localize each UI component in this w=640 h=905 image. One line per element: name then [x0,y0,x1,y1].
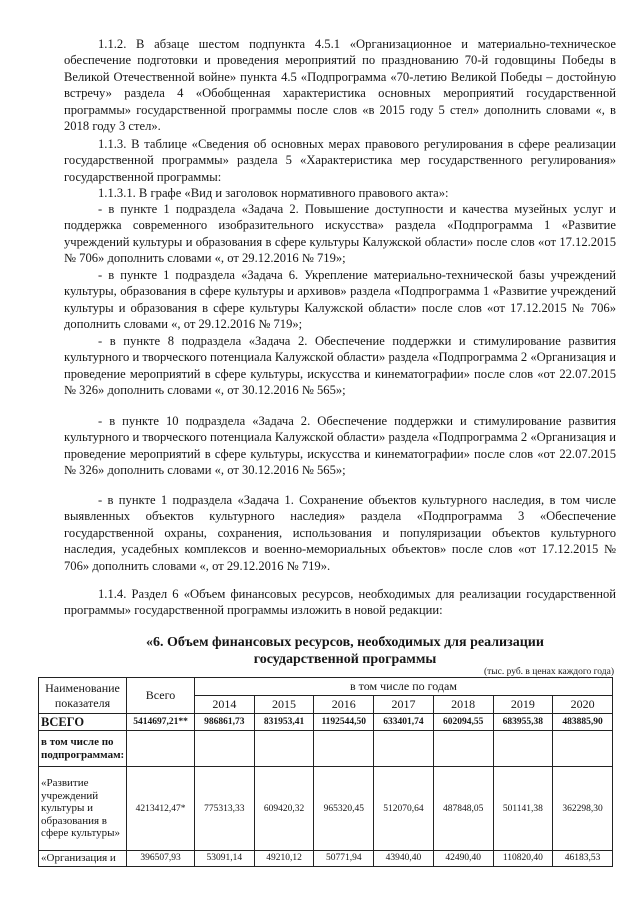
row-value: 483885,90 [553,714,613,731]
table-row-subprogram-1 [39,767,613,851]
header-name: Наименование показателя [39,678,127,714]
header-years-group: в том числе по годам [195,678,613,696]
row-value: 487848,05 [433,767,493,851]
row-label: «Организация и [39,851,127,867]
paragraph-item-4: - в пункте 10 подраздела «Задача 2. Обеспечение поддержки и стимулирование развития культурного и творческого потенциала Калужской области» раздела «Подпрограмма 2 «Организация и проведение мероприятий в сфере культуры, искусства и кинематографии» после слов «от 22.07.2015 № 326» дополнить словами «, от 30.12.2016 № 565»; [64,414,616,478]
row-total: 396507,93 [127,851,195,867]
header-year: 2019 [493,696,553,714]
row-label: «Развитие учреждений культуры и образования в сфере культуры» [39,767,127,851]
header-year: 2016 [314,696,374,714]
row-value: 49210,12 [254,851,314,867]
row-value: 683955,38 [493,714,553,731]
row-value: 46183,53 [553,851,613,867]
row-total: 4213412,47* [127,767,195,851]
row-value: 512070,64 [374,767,434,851]
row-label: ВСЕГО [39,714,127,731]
table-row-subprogram-2 [39,851,613,867]
header-year: 2017 [374,696,434,714]
table-row-total [39,714,613,731]
row-value [314,731,374,767]
table-row-subheader [39,731,613,767]
finance-table [38,677,613,867]
paragraph-item-3: - в пункте 8 подраздела «Задача 2. Обеспечение поддержки и стимулирование развития культурного и творческого потенциала Калужской области» раздела «Подпрограмма 2 «Организация и проведение мероприятий в сфере культуры, искусства и кинематографии» после слов «от 22.07.2015 № 326» дополнить словами «, от 30.12.2016 № 565»; [64,334,616,398]
row-value [493,731,553,767]
paragraph-1-1-2: 1.1.2. В абзаце шестом подпункта 4.5.1 «Организационное и материально-техническое обеспечение подготовки и проведения мероприятий по празднованию 70-й годовщины Победы в Великой Отечественной войне» пункта 4.5 «Подпрограмма «70-летию Великой Победы – достойную встречу» раздела 4 «Обобщенная характеристика основных мероприятий государственной программы» государственной программы после слов «в 2015 году 5 стел» дополнить словами «, в 2018 году 3 стел». [64,37,616,134]
header-year: 2014 [195,696,255,714]
row-value: 986861,73 [195,714,255,731]
row-value: 53091,14 [195,851,255,867]
row-value: 965320,45 [314,767,374,851]
row-value: 633401,74 [374,714,434,731]
table-header-row [39,678,613,696]
header-year: 2018 [433,696,493,714]
row-value: 775313,33 [195,767,255,851]
row-value [374,731,434,767]
row-value: 362298,30 [553,767,613,851]
row-value: 110820,40 [493,851,553,867]
row-label: в том числе по подпрограммам: [39,731,127,767]
row-value: 1192544,50 [314,714,374,731]
paragraph-item-1: - в пункте 1 подраздела «Задача 2. Повышение доступности и качества музейных услуг и поддержка современного изобразительного искусства» раздела «Подпрограмма 1 «Развитие учреждений культуры и образования в сфере культуры Калужской области» после слов «от 17.12.2015 № 706» дополнить словами «, от 29.12.2016 № 719»; [64,202,616,266]
paragraph-item-5: - в пункте 1 подраздела «Задача 1. Сохранение объектов культурного наследия, в том числе выявленных объектов культурного наследия» раздела «Подпрограмма 3 «Обеспечение государственной охраны, сохранения, использования и популяризации объектов культурного наследия, усадебных комплексов и военно-мемориальных объектов» после слов «от 17.12.2015 № 706» дополнить словами «, от 29.12.2016 № 719». [64,493,616,573]
paragraph-1-1-4: 1.1.4. Раздел 6 «Объем финансовых ресурсов, необходимых для реализации государственной программы» государственной программы изложить в новой редакции: [64,587,616,618]
paragraph-1-1-3: 1.1.3. В таблице «Сведения об основных мерах правового регулирования в сфере реализации государственной программы» раздела 5 «Характеристика мер государственного регулирования» государственной программы: [64,137,616,184]
row-value: 43940,40 [374,851,434,867]
paragraph-1-1-3-1: 1.1.3.1. В графе «Вид и заголовок нормативного правового акта»: [98,186,449,200]
row-total [127,731,195,767]
paragraph-item-2: - в пункте 1 подраздела «Задача 6. Укрепление материально-технической базы учреждений культуры, образования в сфере культуры и архивов» раздела «Подпрограмма 1 «Развитие учреждений культуры и образования в сфере культуры Калужской области» после слов «от 17.12.2015 № 706» дополнить словами «, от 29.12.2016 № 719»; [64,268,616,332]
row-total: 5414697,21** [127,714,195,731]
row-value [195,731,255,767]
row-value: 602094,55 [433,714,493,731]
row-value: 831953,41 [254,714,314,731]
row-value: 501141,38 [493,767,553,851]
row-value: 609420,32 [254,767,314,851]
row-value [254,731,314,767]
table-units-note: (тыс. руб. в ценах каждого года) [483,667,614,677]
row-value: 50771,94 [314,851,374,867]
row-value [433,731,493,767]
header-year: 2020 [553,696,613,714]
row-value: 42490,40 [433,851,493,867]
header-year: 2015 [254,696,314,714]
header-total: Всего [127,678,195,714]
section-title: «6. Объем финансовых ресурсов, необходимых для реализации государственной программы [146,635,544,667]
row-value [553,731,613,767]
